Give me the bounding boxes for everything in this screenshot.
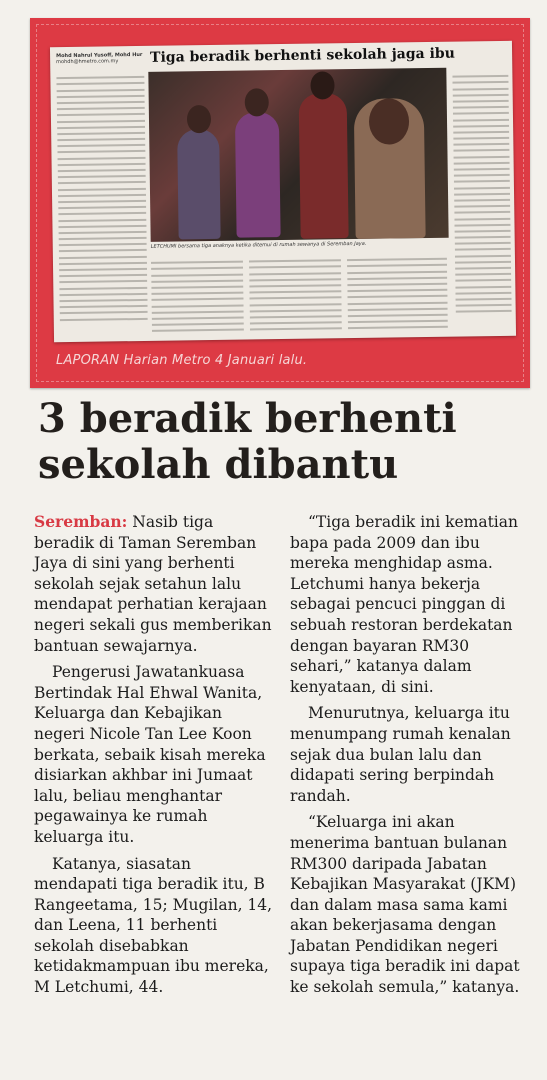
mini-byline-names: Mohd Nahrul Yusoff, Mohd Hur <box>56 51 143 60</box>
mini-text-column <box>347 254 448 331</box>
report-caption: LAPORAN Harian Metro 4 Januari lalu. <box>56 353 308 368</box>
article-paragraph: “Tiga beradik ini kematian bapa pada 2009 dan ibu mereka menghidap asma. Letchumi hanya bekerja sebagai pencuci pinggan di sebuah restoran berdekatan dengan bayaran RM30 sehari,” katanya dalam kenyataan, di sini. <box>290 513 518 696</box>
mini-text-column <box>249 255 342 332</box>
mini-byline-email: mohdh@hmetro.com.my <box>56 58 119 66</box>
headline-line-1: 3 beradik berhenti <box>38 395 457 442</box>
family-photo <box>148 68 448 242</box>
article-column-left <box>34 512 274 1004</box>
mini-text-column <box>151 257 244 334</box>
mini-photo-caption: LETCHUMI bersama tiga anaknya ketika ditemui di rumah sewanya di Seremban Jaya. <box>150 240 367 250</box>
article-paragraph: “Keluarga ini akan menerima bantuan bulanan RM300 daripada Jabatan Kebajikan Masyarakat (JKM) dan dalam masa sama kami akan bekerjasama dengan Jabatan Pendidikan negeri supaya tiga beradik ini dapat ke sekolah semula,” katanya. <box>290 813 520 997</box>
article-paragraph <box>34 512 274 656</box>
article-headline <box>38 396 518 488</box>
mini-text-column <box>452 71 512 330</box>
mini-byline <box>56 52 144 65</box>
article-column-right <box>290 512 522 1004</box>
article-paragraph: Menurutnya, keluarga itu menumpang rumah kenalan sejak dua bulan lalu dan didapati sering berpindah randah. <box>290 704 511 805</box>
article-paragraph: Pengerusi Jawatankuasa Bertindak Hal Ehwal Wanita, Keluarga dan Kebajikan negeri Nicole Tan Lee Koon berkata, sebaik kisah mereka disiarkan akhbar ini Jumaat lalu, beliau menghantar pegawainya ke rumah keluarga itu. <box>34 663 266 846</box>
headline-line-2: sekolah dibantu <box>38 441 399 488</box>
previous-article-clipping <box>50 41 516 342</box>
mini-text-column <box>56 72 148 335</box>
article-paragraph: Katanya, siasatan mendapati tiga beradik itu, B Rangeetama, 15; Mugilan, 14, dan Leena, 11 berhenti sekolah disebabkan ketidakmampuan ibu mereka, M Letchumi, 44. <box>34 854 273 997</box>
dateline: Seremban: <box>34 512 128 531</box>
mini-headline: Tiga beradik berhenti sekolah jaga ibu <box>150 45 455 66</box>
newspaper-clipping-image <box>30 18 530 388</box>
paragraph-text: Nasib tiga beradik di Taman Seremban Jaya di sini yang berhenti sekolah sejak setahun lalu mendapat perhatian kerajaan negeri sekali gus memberikan bantuan sewajarnya. <box>34 513 272 655</box>
